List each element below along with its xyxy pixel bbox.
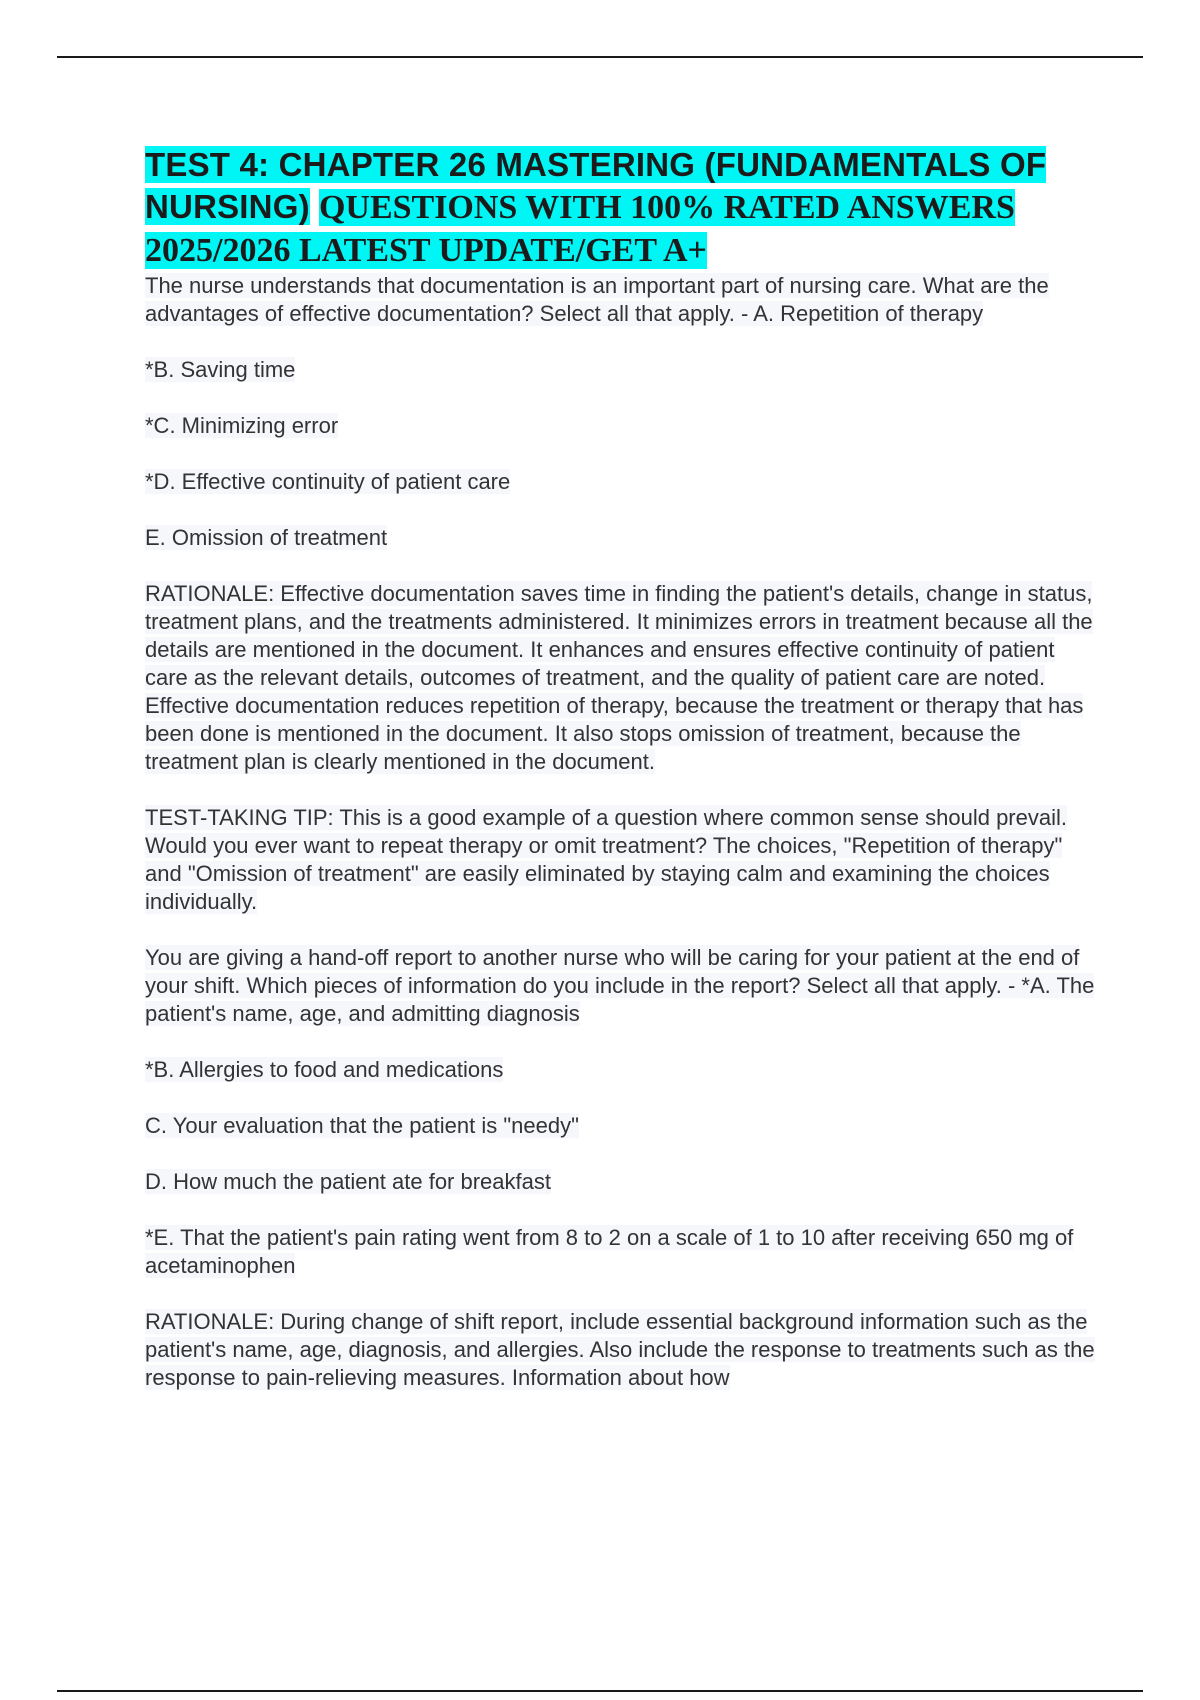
bottom-rule xyxy=(57,1690,1143,1692)
question-2-option-c: C. Your evaluation that the patient is "needy" xyxy=(145,1113,579,1138)
document-title xyxy=(145,144,1095,272)
title-part-1: TEST 4: CHAPTER 26 MASTERING (FUNDAMENTALS OF NURSING) xyxy=(145,146,1047,225)
question-1-stem: The nurse understands that documentation is an important part of nursing care. What are the advantages of effective documentation? Select all that apply. - A. Repetition of therapy xyxy=(145,273,1049,326)
question-2-rationale: RATIONALE: During change of shift report, include essential background information such as the patient's name, age, diagnosis, and allergies. Also include the response to treatments such as the response to pain-relieving measures. Information about how xyxy=(145,1309,1095,1390)
question-1-option-e: E. Omission of treatment xyxy=(145,525,388,550)
question-2-option-b: *B. Allergies to food and medications xyxy=(145,1057,504,1082)
question-1-option-b: *B. Saving time xyxy=(145,357,296,382)
question-2-stem: You are giving a hand-off report to another nurse who will be caring for your patient at the end of your shift. Which pieces of information do you include in the report? Select all that apply. - *A. The patient's name, age, and admitting diagnosis xyxy=(145,945,1095,1026)
question-1-option-c: *C. Minimizing error xyxy=(145,413,339,438)
question-2-option-e: *E. That the patient's pain rating went from 8 to 2 on a scale of 1 to 10 after receiving 650 mg of acetaminophen xyxy=(145,1225,1074,1278)
document-body xyxy=(145,144,1095,1392)
top-rule xyxy=(57,56,1143,58)
question-1-option-d: *D. Effective continuity of patient care xyxy=(145,469,511,494)
question-1-rationale: RATIONALE: Effective documentation saves time in finding the patient's details, change in status, treatment plans, and the treatments administered. It minimizes errors in treatment because all the details are mentioned in the document. It enhances and ensures effective continuity of patient care as the relevant details, outcomes of treatment, and the quality of patient care are noted. Effective documentation reduces repetition of therapy, because the treatment or therapy that has been done is mentioned in the document. It also stops omission of treatment, because the treatment plan is clearly mentioned in the document. xyxy=(145,581,1093,774)
title-part-2: QUESTIONS WITH 100% RATED ANSWERS 2025/2026 LATEST UPDATE/GET A+ xyxy=(145,189,1015,269)
question-2-option-d: D. How much the patient ate for breakfast xyxy=(145,1169,551,1194)
question-1-test-taking-tip: TEST-TAKING TIP: This is a good example of a question where common sense should prevail. Would you ever want to repeat therapy or omit treatment? The choices, "Repetition of therapy" and "Omission of treatment" are easily eliminated by staying calm and examining the choices individually. xyxy=(145,805,1067,914)
